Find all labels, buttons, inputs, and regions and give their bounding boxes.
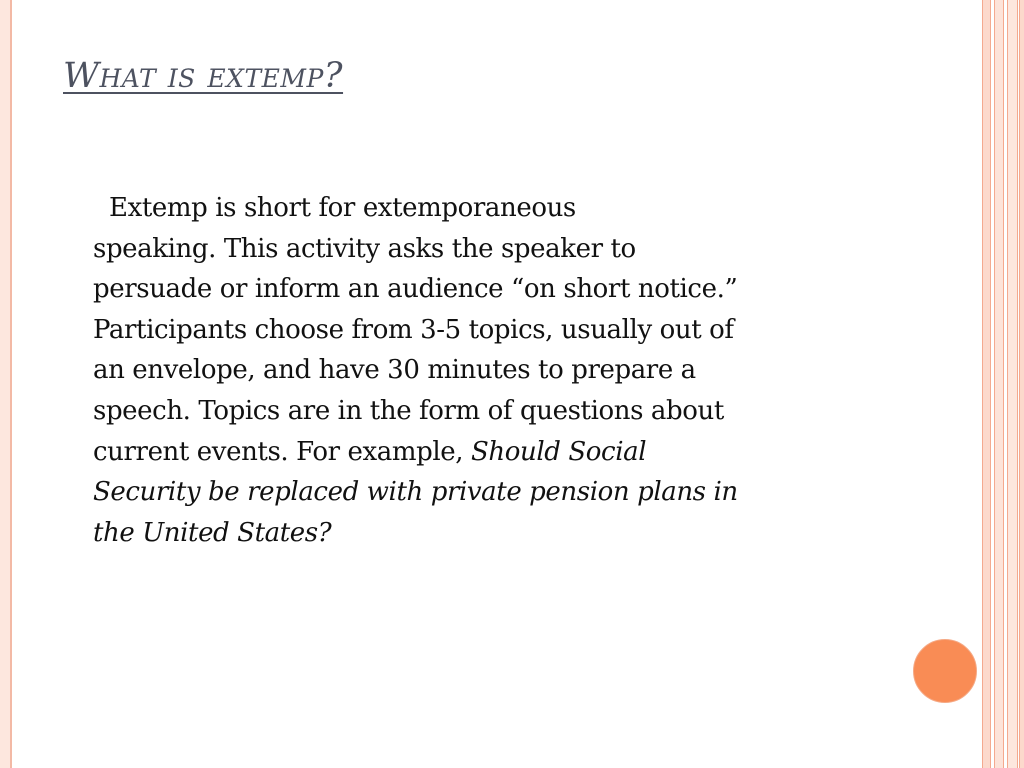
body-line: speaking. This activity asks the speaker to [93,233,636,264]
body-line: speech. Topics are in the form of questions about [93,395,724,426]
body-line: current events. For example, [93,436,471,467]
example-question: the United States? [93,517,332,548]
example-question-line [93,513,893,554]
body-line: Extemp is short for extemporaneous [109,193,576,223]
right-border-stripe [1019,0,1024,768]
body-line: Participants choose from 3-5 topics, usually out of [93,314,734,345]
body-line-with-example [93,432,893,473]
slide-body [93,188,893,553]
right-border-stripe [982,0,991,768]
example-question-line [93,472,893,513]
body-line: persuade or inform an audience “on short notice.” [93,274,738,305]
example-question: Security be replaced with private pension plans in [93,477,738,508]
body-line: an envelope, and have 30 minutes to prepare a [93,355,696,386]
example-question: Should Social [470,436,647,467]
slide-title: What is extemp? [63,56,344,96]
right-border-stripe [1007,0,1018,768]
decorative-circle [913,639,977,703]
left-border-stripe [0,0,12,768]
right-border-stripe [994,0,1004,768]
